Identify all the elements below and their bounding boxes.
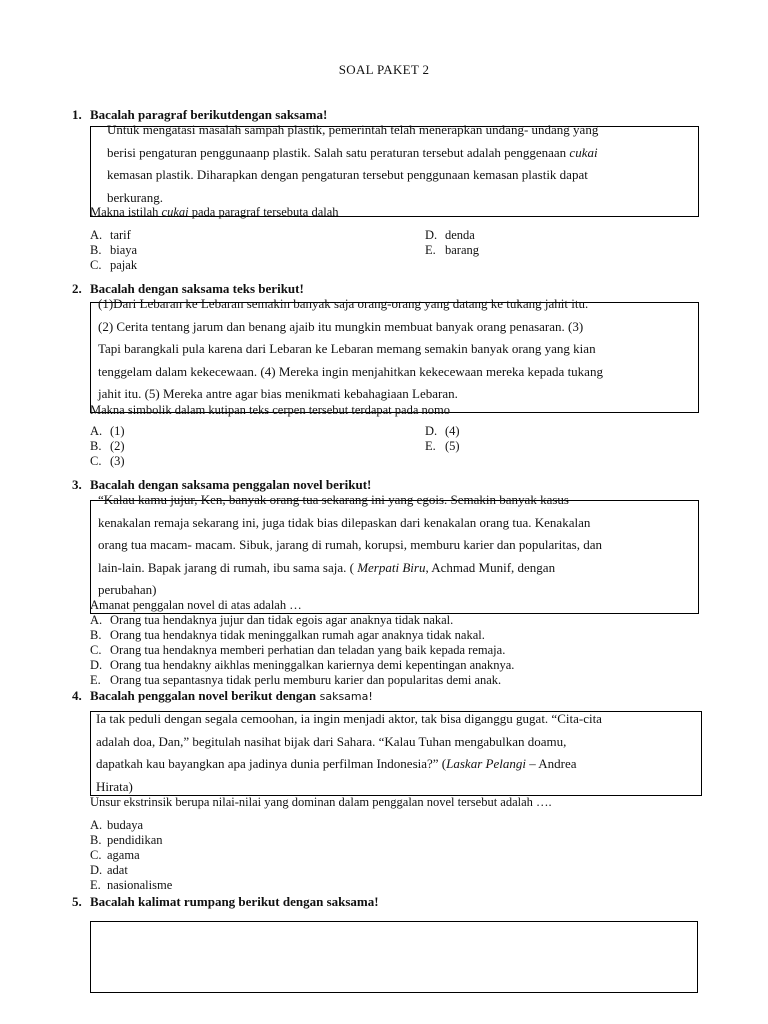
question-1-title: Bacalah paragraf berikutdengan saksama! — [90, 107, 328, 122]
question-1-options-left — [90, 228, 137, 273]
question-1-options-right — [425, 228, 479, 258]
question-4-paragraph — [96, 708, 696, 798]
novel-title: Merpati Biru — [357, 559, 426, 575]
novel-title: Laskar Pelangi — [446, 756, 526, 771]
paragraph-line: (2) Cerita tentang jarum dan benang ajaib itu mungkin membuat banyak orang penasaran. (3) — [98, 318, 584, 334]
option-c[interactable]: C. agama — [90, 848, 140, 862]
option-d[interactable]: D. denda — [425, 228, 475, 242]
paragraph-italic-term: cukai — [569, 144, 598, 160]
paragraph-line: Hirata) — [96, 778, 133, 794]
paragraph-line: kemasan plastik. Diharapkan dengan pengaturan tersebut penggunaan kemasan plastik dapat — [107, 167, 588, 182]
paragraph-line: Untuk mengatasi masalah sampah plastik, pemerintah telah menerapkan undang- undang yang — [107, 122, 599, 137]
page-title: SOAL PAKET 2 — [338, 62, 430, 77]
question-4-options — [90, 818, 172, 893]
paragraph-line: berisi pengaturan penggunaanp plastik. Salah satu peraturan tersebut adalah penggenaan cukai — [107, 144, 598, 160]
paragraph-line: lain-lain. Bapak jarang di rumah, ibu sama saja. ( Merpati Biru, Achmad Munif, dengan — [98, 559, 556, 575]
option-e[interactable]: E. nasionalisme — [90, 878, 173, 892]
question-4-title: Bacalah penggalan novel berikut dengan — [90, 688, 317, 703]
question-3-options — [90, 613, 514, 688]
option-b[interactable]: B. pendidikan — [90, 833, 163, 847]
question-1-prompt: Makna istilah cukai pada paragraf tersebuta dalah — [90, 205, 339, 219]
question-4-number: 4. — [72, 688, 82, 703]
option-c[interactable]: C. (3) — [90, 454, 125, 468]
question-5-number: 5. — [72, 894, 82, 909]
paragraph-line: perubahan) — [98, 582, 157, 597]
option-b[interactable]: B. Orang tua hendaknya tidak meninggalkan rumah agar anaknya tidak nakal. — [90, 628, 485, 642]
question-5-title: Bacalah kalimat rumpang berikut dengan saksama! — [90, 894, 379, 909]
paragraph-line: kenakalan remaja sekarang ini, juga tidak bias dilepaskan dari kenakalan orang tua. Kenakalan — [98, 514, 591, 530]
question-5-heading — [72, 894, 379, 910]
question-2-prompt: Makna simbolik dalam kutipan teks cerpen tersebut terdapat pada nomo — [90, 403, 450, 417]
option-d[interactable]: D. Orang tua hendakny aikhlas meninggalkan kariernya demi kepentingan anaknya. — [90, 658, 515, 672]
option-e[interactable]: E. barang — [425, 243, 480, 257]
question-1-paragraph — [107, 119, 685, 209]
paragraph-line: Ia tak peduli dengan segala cemoohan, ia ingin menjadi aktor, tak bisa diganggu gugat. “Cita-cita — [96, 711, 602, 726]
paragraph-line: adalah doa, Dan,” begitulah nasihat bijak dari Sahara. “Kalau Tuhan mengabulkan doamu, — [96, 733, 567, 749]
question-1-number: 1. — [72, 107, 82, 122]
option-e[interactable]: E. Orang tua sepantasnya tidak perlu memburu karier dan popularitas demi anak. — [90, 673, 502, 687]
option-a[interactable]: A. Orang tua hendaknya jujur dan tidak egois agar anaknya tidak nakal. — [90, 613, 454, 627]
question-3-number: 3. — [72, 477, 82, 492]
question-3-title: Bacalah dengan saksama penggalan novel berikut! — [90, 477, 372, 492]
option-d[interactable]: D. (4) — [425, 424, 460, 438]
question-3-paragraph — [98, 489, 685, 602]
option-e[interactable]: E. (5) — [425, 439, 460, 453]
question-2-number: 2. — [72, 281, 82, 296]
question-3-prompt: Amanat penggalan novel di atas adalah … — [90, 598, 302, 612]
question-4-title-tail: saksama! — [316, 690, 373, 703]
option-c[interactable]: C. Orang tua hendaknya memberi perhatian dan teladan yang baik kepada remaja. — [90, 643, 506, 657]
question-5-text-box — [90, 921, 698, 993]
option-b[interactable]: B. (2) — [90, 439, 125, 453]
option-a[interactable]: A. (1) — [90, 424, 125, 438]
prompt-italic-term: cukai — [161, 205, 189, 219]
question-4-heading — [72, 688, 373, 704]
paragraph-line: berkurang. — [107, 189, 163, 205]
question-2-options-right — [425, 424, 460, 454]
option-a[interactable]: A. tarif — [90, 228, 131, 242]
option-b[interactable]: B. biaya — [90, 243, 138, 257]
paragraph-line: orang tua macam- macam. Sibuk, jarang di rumah, korupsi, memburu karier dan popularitas, dan — [98, 537, 602, 552]
paragraph-line: (1)Dari Lebaran ke Lebaran semakin banyak saja orang-orang yang datang ke tukang jahit itu. — [98, 296, 589, 311]
paragraph-line: tenggelam dalam kekecewaan. (4) Mereka ingin menjahitkan kekecewaan mereka kepada tukang — [98, 363, 603, 379]
option-c[interactable]: C. pajak — [90, 258, 138, 272]
question-2-paragraph — [98, 293, 687, 406]
paragraph-line: dapatkah kau bayangkan apa jadinya dunia perfilman Indonesia?” (Laskar Pelangi – Andrea — [96, 756, 577, 771]
paragraph-line: “Kalau kamu jujur, Ken, banyak orang tua sekarang ini yang egois. Semakin banyak kasus — [98, 492, 569, 507]
question-2-title: Bacalah dengan saksama teks berikut! — [90, 281, 304, 296]
paragraph-line: jahit itu. (5) Mereka antre agar bias menikmati kebahagiaan Lebaran. — [98, 386, 458, 401]
question-2-options-left — [90, 424, 125, 469]
option-a[interactable]: A. budaya — [90, 818, 144, 832]
paragraph-line: Tapi barangkali pula karena dari Lebaran ke Lebaran memang semakin banyak orang yang kian — [98, 341, 596, 356]
option-d[interactable]: D. adat — [90, 863, 128, 877]
question-4-prompt: Unsur ekstrinsik berupa nilai-nilai yang dominan dalam penggalan novel tersebut adalah …. — [90, 795, 552, 809]
